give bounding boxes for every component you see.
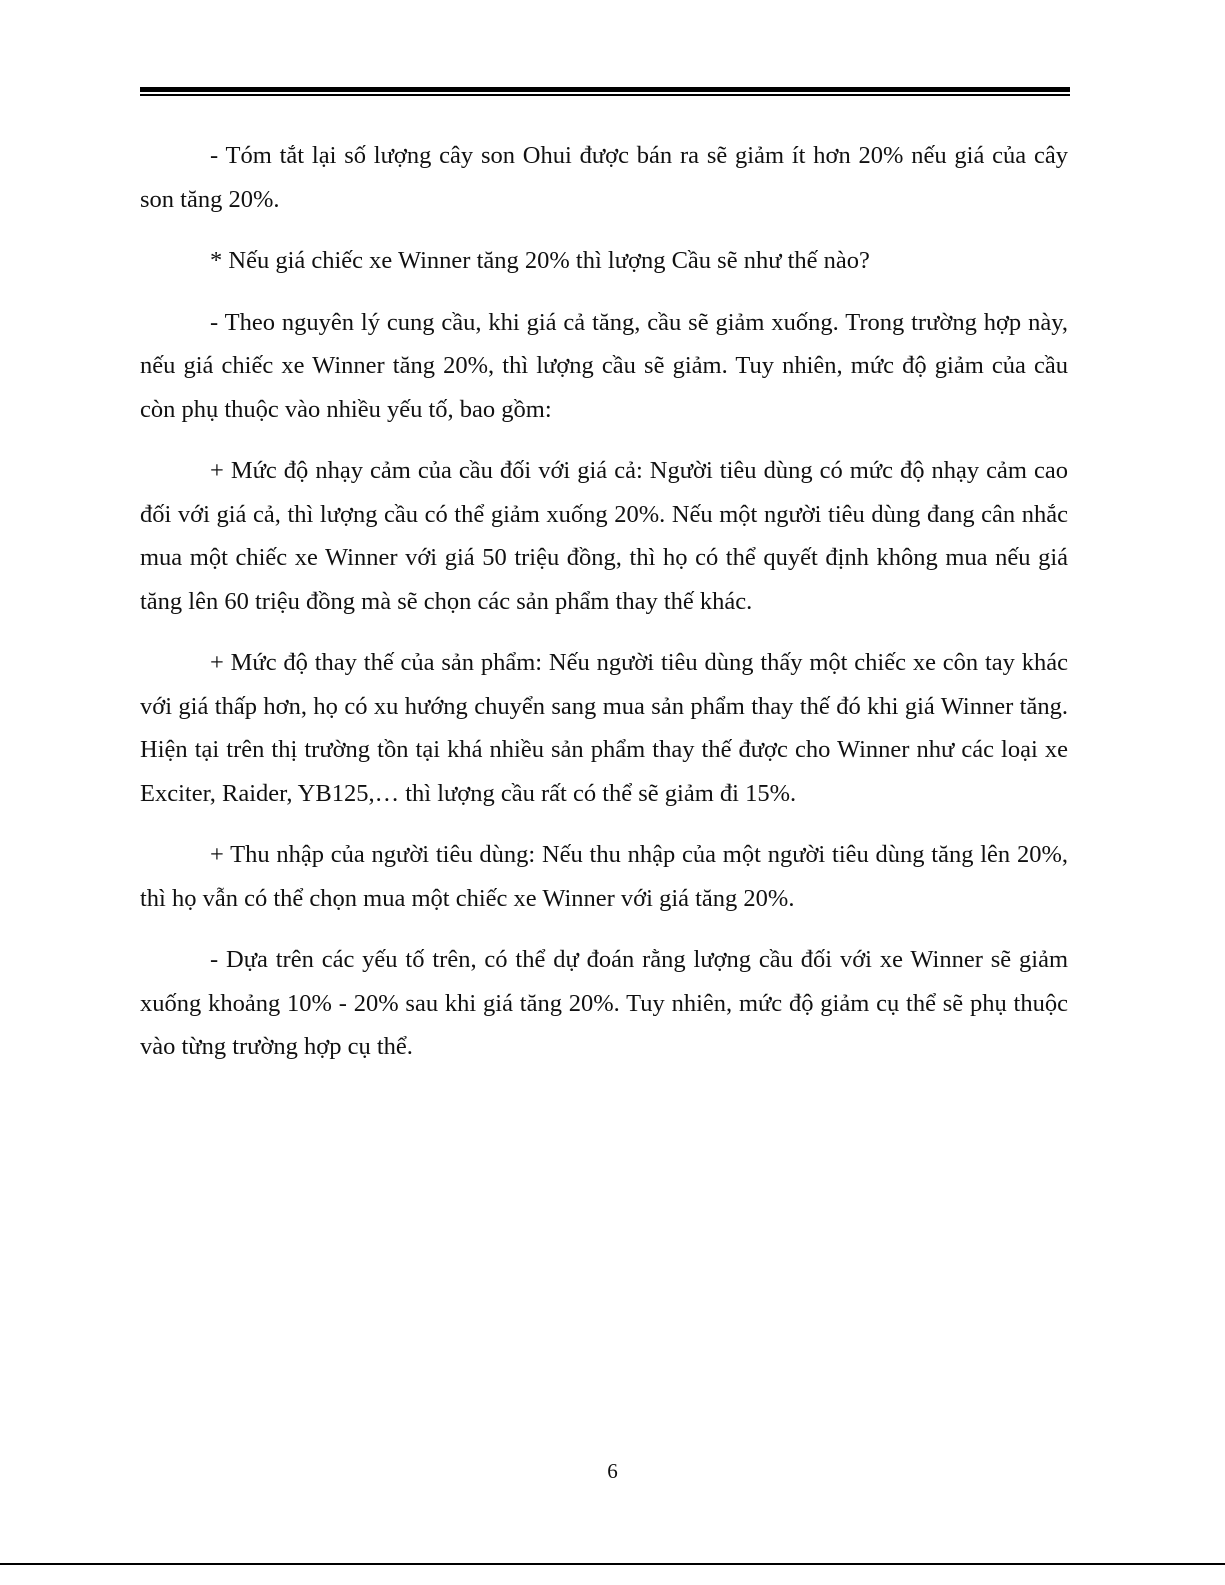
paragraph-consumer-income: + Thu nhập của người tiêu dùng: Nếu thu nhập của một người tiêu dùng tăng lên 20%, thì họ vẫn có thể chọn mua một chiếc xe Winner với giá tăng 20%. (140, 841, 1068, 912)
paragraph-price-sensitivity: + Mức độ nhạy cảm của cầu đối với giá cả: Người tiêu dùng có mức độ nhạy cảm cao đối với giá cả, thì lượng cầu có thể giảm xuống 20%. Nếu một người tiêu dùng đang cân nhắc mua một chiếc xe Winner với giá 50 triệu đồng, thì họ có thể quyết định không mua nếu giá tăng lên 60 triệu đồng mà sẽ chọn các sản phẩm thay thế khác. (140, 457, 1068, 615)
page-body (140, 134, 1068, 1087)
paragraph-conclusion: - Dựa trên các yếu tố trên, có thể dự đoán rằng lượng cầu đối với xe Winner sẽ giảm xuống khoảng 10% - 20% sau khi giá tăng 20%. Tuy nhiên, mức độ giảm cụ thể sẽ phụ thuộc vào từng trường hợp cụ thể. (140, 946, 1068, 1060)
paragraph-substitution: + Mức độ thay thế của sản phẩm: Nếu người tiêu dùng thấy một chiếc xe côn tay khác với giá thấp hơn, họ có xu hướng chuyển sang mua sản phẩm thay thế đó khi giá Winner tăng. Hiện tại trên thị trường tồn tại khá nhiều sản phẩm thay thế được cho Winner như các loại xe Exciter, Raider, YB125,… thì lượng cầu rất có thể sẽ giảm đi 15%. (140, 649, 1068, 807)
header-rule-secondary (140, 94, 1070, 96)
bottom-rule (0, 1563, 1225, 1565)
page-number: 6 (607, 1459, 618, 1483)
paragraph-supply-demand-principle: - Theo nguyên lý cung cầu, khi giá cả tăng, cầu sẽ giảm xuống. Trong trường hợp này, nếu giá chiếc xe Winner tăng 20%, thì lượng cầu sẽ giảm. Tuy nhiên, mức độ giảm của cầu còn phụ thuộc vào nhiều yếu tố, bao gồm: (140, 308, 1068, 423)
paragraph-winner-question: * Nếu giá chiếc xe Winner tăng 20% thì lượng Cầu sẽ như thế nào? (210, 247, 870, 274)
paragraph-ohui-summary: - Tóm tắt lại số lượng cây son Ohui được bán ra sẽ giảm ít hơn 20% nếu giá của cây son tăng 20%. (140, 142, 1068, 213)
header-rule (140, 87, 1070, 92)
